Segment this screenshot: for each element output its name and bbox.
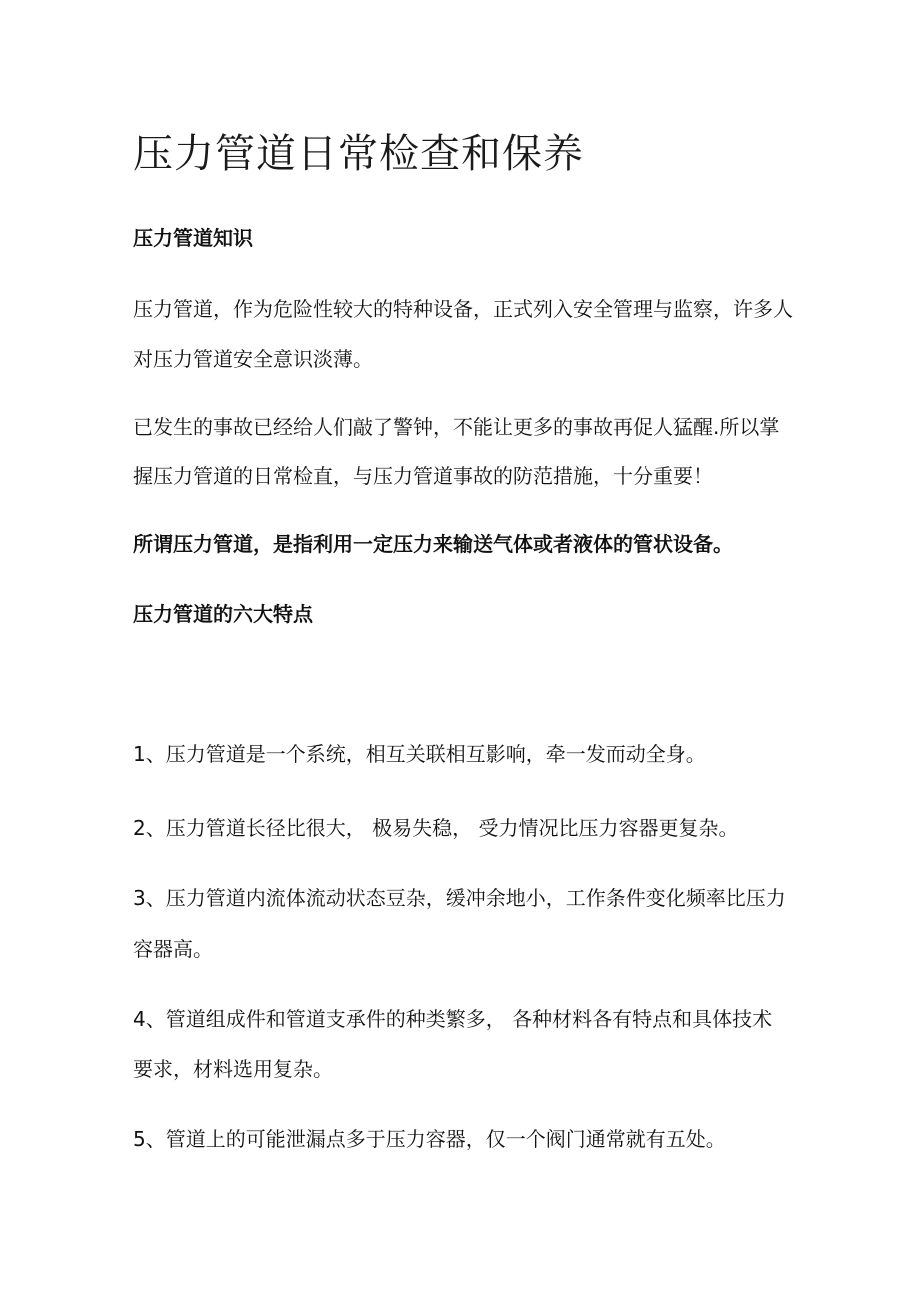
- feature-item-1: 1、压力管道是一个系统，相互关联相互影响，牵一发而动全身。: [133, 742, 706, 766]
- feature-item-3-line-1: 3、压力管道内流体流动状态豆杂，缓冲余地小，工作条件变化频率比压力: [133, 886, 786, 910]
- feature-item-5: 5、管道上的可能泄漏点多于压力容器，仅一个阀门通常就有五处。: [133, 1127, 726, 1151]
- feature-item-4-line-1: 4、管道组成件和管道支承件的种类繁多， 各种材料各有特点和具体技术: [133, 1007, 773, 1031]
- feature-item-4-line-2: 要求，材料选用复杂。: [133, 1057, 333, 1081]
- section-heading-features: 压力管道的六大特点: [133, 602, 313, 626]
- feature-item-3-line-2: 容器高。: [133, 937, 213, 961]
- paragraph-intro-line-2: 对压力管道安全意识淡薄。: [133, 347, 373, 371]
- section-heading-knowledge: 压力管道知识: [133, 226, 253, 250]
- feature-item-2: 2、压力管道长径比很大， 极易失稳， 受力情况比压力容器更复杂。: [133, 816, 739, 840]
- page-title: 压力管道日常检查和保养: [133, 131, 584, 177]
- paragraph-intro-line-1: 压力管道，作为危险性较大的特种设备，正式列入安全管理与监察，许多人: [133, 297, 793, 321]
- definition-statement: 所谓压力管道，是指利用一定压力来输送气体或者液体的管状设备。: [133, 532, 733, 556]
- paragraph-warning-line-1: 已发生的事故已经给人们敲了警钟，不能让更多的事故再促人猛醒.所以掌: [133, 415, 780, 439]
- paragraph-warning-line-2: 握压力管道的日常检直，与压力管道事故的防范措施，十分重要！: [133, 464, 713, 488]
